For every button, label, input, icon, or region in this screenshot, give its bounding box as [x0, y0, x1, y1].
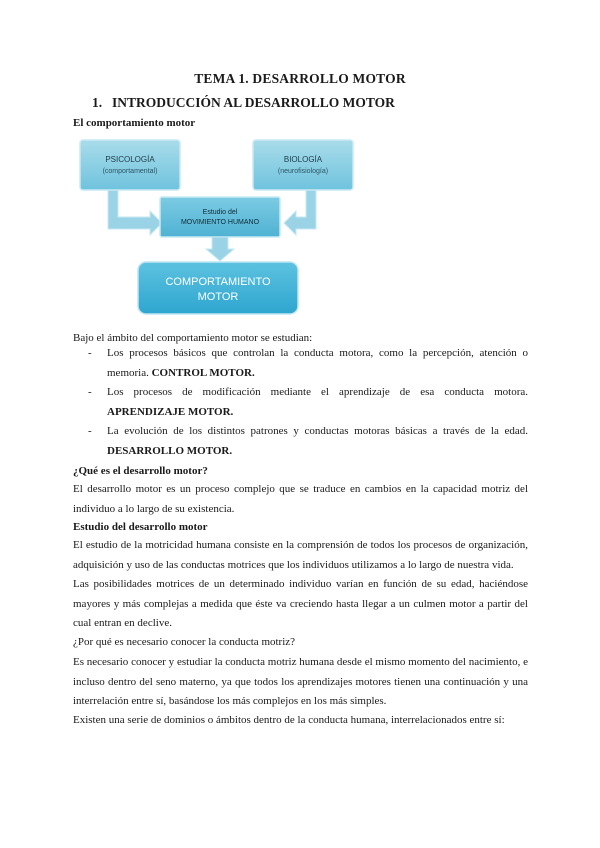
box-bottom-line1: COMPORTAMIENTO: [165, 276, 271, 288]
bullet-list: [88, 344, 528, 461]
bullet-bold: DESARROLLO MOTOR.: [107, 444, 233, 457]
box-center-line2: MOVIMIENTO HUMANO: [180, 219, 260, 226]
paragraph-necesario: Es necesario conocer y estudiar la conducta motriz humana desde el mismo momento del nacimiento, e incluso dentro del seno materno, ya que todos los aprendizajes motores tienen una continuación y una interrelación entre sí, basándose los más complejos en los más simples.: [73, 656, 528, 707]
box-psicologia-title: PSICOLOGÍA: [105, 155, 155, 164]
paragraph-posibilidades: Las posibilidades motrices de un determinado individuo varían en función de su edad, haciéndose mayores y más complejas a medida que éste va creciendo hasta llegar a un culmen motor a partir del cual entran en declive.: [73, 578, 528, 629]
bullet-bold: APRENDIZAJE MOTOR.: [107, 405, 234, 418]
box-biologia-sub: (neurofisiología): [277, 168, 329, 175]
bullet-dash: -: [88, 386, 92, 398]
subhead-estudio: Estudio del desarrollo motor: [73, 521, 208, 533]
box-center-line1: Estudio del: [202, 209, 238, 216]
bullet-dash: -: [88, 425, 92, 437]
box-biologia: [253, 140, 353, 190]
down-connector-arrow: [206, 237, 234, 261]
right-connector-arrow: [284, 190, 316, 235]
paragraph-definicion: El desarrollo motor es un proceso complejo que se traduce en cambios en la capacidad motriz del individuo a lo largo de su existencia.: [73, 483, 528, 515]
box-movimiento-humano: [160, 197, 280, 237]
paragraph-dominios: Existen una serie de dominios o ámbitos dentro de la conducta humana, interrelacionados entre sí:: [73, 714, 505, 726]
bullet-text: Los procesos de modificación mediante el aprendizaje de esa conducta motora.: [107, 386, 528, 398]
box-biologia-title: BIOLOGÍA: [283, 155, 323, 164]
bullet-text: La evolución de los distintos patrones y conductas motoras básicas a través de la edad.: [107, 425, 528, 437]
box-comportamiento-motor: [138, 262, 298, 314]
doc-title: TEMA 1. DESARROLLO MOTOR: [194, 71, 406, 86]
bullet-bold: CONTROL MOTOR.: [151, 366, 255, 379]
bullet-control-motor: [88, 344, 528, 383]
paragraph-estudio: El estudio de la motricidad humana consiste en la comprensión de todos los procesos de organización, adquisición y uso de las conductas motrices que los individuos utilizamos a lo largo de nuestra vida.: [73, 539, 528, 571]
section-heading: [92, 95, 395, 111]
bullet-dash: -: [88, 347, 92, 359]
question-conducta-motriz: ¿Por qué es necesario conocer la conducta motriz?: [73, 636, 296, 648]
left-connector-arrow: [108, 190, 162, 235]
subhead-comportamiento: El comportamiento motor: [73, 117, 196, 129]
box-psicologia: [80, 140, 180, 190]
bullet-text: Los procesos básicos que controlan la conducta motora, como la percepción, atención o memoria.: [107, 347, 528, 379]
box-psicologia-sub: (comportamental): [102, 168, 158, 175]
intro-text: Bajo el ámbito del comportamiento motor se estudian:: [73, 332, 313, 344]
bullet-aprendizaje-motor: [88, 383, 528, 422]
comportamiento-motor-diagram: [78, 135, 378, 325]
bullet-desarrollo-motor: [88, 422, 528, 461]
section-title: INTRODUCCIÓN AL DESARROLLO MOTOR: [112, 95, 395, 110]
box-bottom-line2: MOTOR: [197, 291, 239, 303]
section-number: 1.: [92, 95, 103, 110]
question-desarrollo-motor: ¿Qué es el desarrollo motor?: [73, 465, 208, 477]
